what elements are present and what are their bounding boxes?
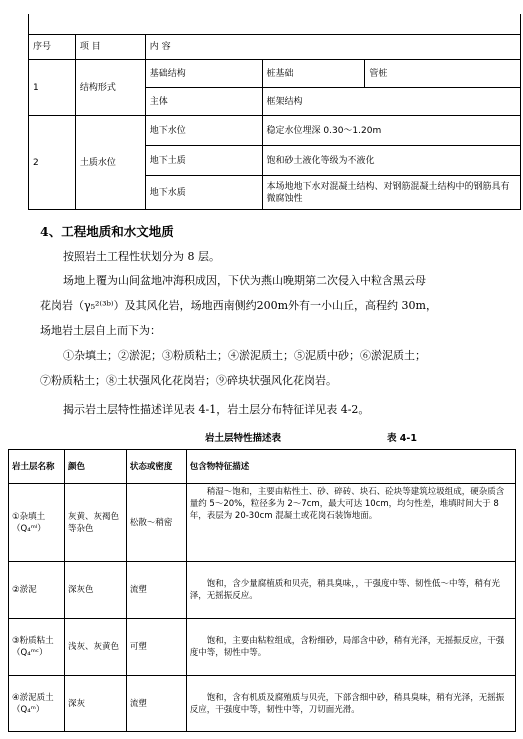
paragraph-4: 揭示岩土层特性描述详见表 4-1，岩土层分布特征详见表 4-2。	[63, 403, 370, 416]
soil-name: ③粉质粘土（Q₄ᵐᶜ）	[9, 619, 65, 676]
row1-b-label: 主体	[145, 88, 262, 116]
col-header-desc: 包含物特征描述	[186, 450, 515, 484]
table-caption: 岩土层特性描述表	[205, 433, 282, 444]
soil-state: 可塑	[126, 619, 186, 676]
table-row	[9, 619, 516, 676]
row2-c-val: 稳定水位埋深 0.30～1.20m	[262, 116, 520, 146]
row2-d-val: 饱和砂土液化等级为不液化	[262, 146, 520, 176]
table-row	[9, 484, 516, 562]
table-top-border-right	[520, 14, 522, 34]
soil-desc: 饱和，含少量腐植质和贝壳，稍具臭味，，干强度中等、韧性低～中等，稍有光泽，无摇振反应。	[186, 562, 515, 619]
row2-c-label: 地下水位	[145, 116, 262, 146]
soil-color: 浅灰、灰黄色	[64, 619, 126, 676]
row1-a2: 管桩	[365, 60, 521, 88]
col-header-name: 岩土层名称	[9, 450, 65, 484]
table-row	[9, 676, 516, 732]
table-top-border-left	[28, 14, 30, 34]
soil-desc: 饱和，主要由粘粒组成，含粉细砂，局部含中砂，稍有光泽，无摇振反应，干强度中等，韧性中等。	[186, 619, 515, 676]
soil-name: ②淤泥	[9, 562, 65, 619]
soil-state: 流塑	[126, 676, 186, 732]
soil-desc: 稍湿～饱和，主要由粘性土、砂、碎砖、块石、砼块等建筑垃圾组成，硬杂质含量约 5～20%，粒径多为 2～7cm，最大可达 10cm，均匀性差，堆填时间大于 8 年，表层为 20-30cm 混凝土或花岗石装饰地面。	[186, 484, 515, 562]
soil-color: 深灰	[64, 676, 126, 732]
table-number: 表 4-1	[387, 433, 417, 444]
soil-color: 灰黄、灰褐色等杂色	[64, 484, 126, 562]
row1-item: 结构形式	[75, 60, 145, 116]
row1-no: 1	[29, 60, 76, 116]
row1-a-label: 基础结构	[145, 60, 262, 88]
row2-no: 2	[29, 116, 76, 210]
row2-d-label: 地下土质	[145, 146, 262, 176]
paragraph-2b: 花岗岩（γ₅²⁽³ᵇ⁾）及其风化岩，场地西南侧约200m外有一小山丘，高程约 30m，	[40, 299, 437, 312]
row2-e-val: 本场地地下水对混凝土结构、对钢筋混凝土结构中的钢筋具有微腐蚀性	[262, 176, 520, 210]
paragraph-3a: ①杂填土；②淤泥；③粉质粘土；④淤泥质土；⑤泥质中砂；⑥淤泥质土；	[63, 349, 426, 362]
soil-name: ④淤泥质土（Q₄ᵐ）	[9, 676, 65, 732]
section-heading: 4、工程地质和水文地质	[40, 224, 174, 239]
project-overview-table	[28, 34, 521, 210]
paragraph-3b: ⑦粉质粘土；⑧土状强风化花岗岩；⑨碎块状强风化花岗岩。	[40, 374, 337, 387]
soil-state: 流塑	[126, 562, 186, 619]
paragraph-2c: 场地岩土层自上而下为：	[40, 324, 161, 337]
row2-e-label: 地下水质	[145, 176, 262, 210]
soil-color: 深灰色	[64, 562, 126, 619]
soil-properties-table	[8, 449, 516, 732]
header-no: 序号	[29, 35, 76, 60]
header-item: 项 目	[75, 35, 145, 60]
soil-state: 松散～稍密	[126, 484, 186, 562]
paragraph-2a: 场地上覆为山间盆地冲海积成因，下伏为燕山晚期第二次侵入中粒含黑云母	[63, 274, 426, 287]
col-header-state: 状态或密度	[126, 450, 186, 484]
row1-b1: 框架结构	[262, 88, 520, 116]
soil-desc: 饱和，含有机质及腐殖质与贝壳，下部含细中砂，稍具臭味，稍有光泽，无摇振反应，干强度中等，韧性中等，刀切面光滑。	[186, 676, 515, 732]
soil-name: ①杂填土（Q₄ᵐˡ）	[9, 484, 65, 562]
header-content: 内 容	[145, 35, 520, 60]
paragraph-1: 按照岩土工程性状划分为 8 层。	[63, 250, 220, 263]
row1-a1: 桩基础	[262, 60, 365, 88]
table-row	[9, 562, 516, 619]
row2-item: 土质水位	[75, 116, 145, 210]
col-header-color: 颜色	[64, 450, 126, 484]
